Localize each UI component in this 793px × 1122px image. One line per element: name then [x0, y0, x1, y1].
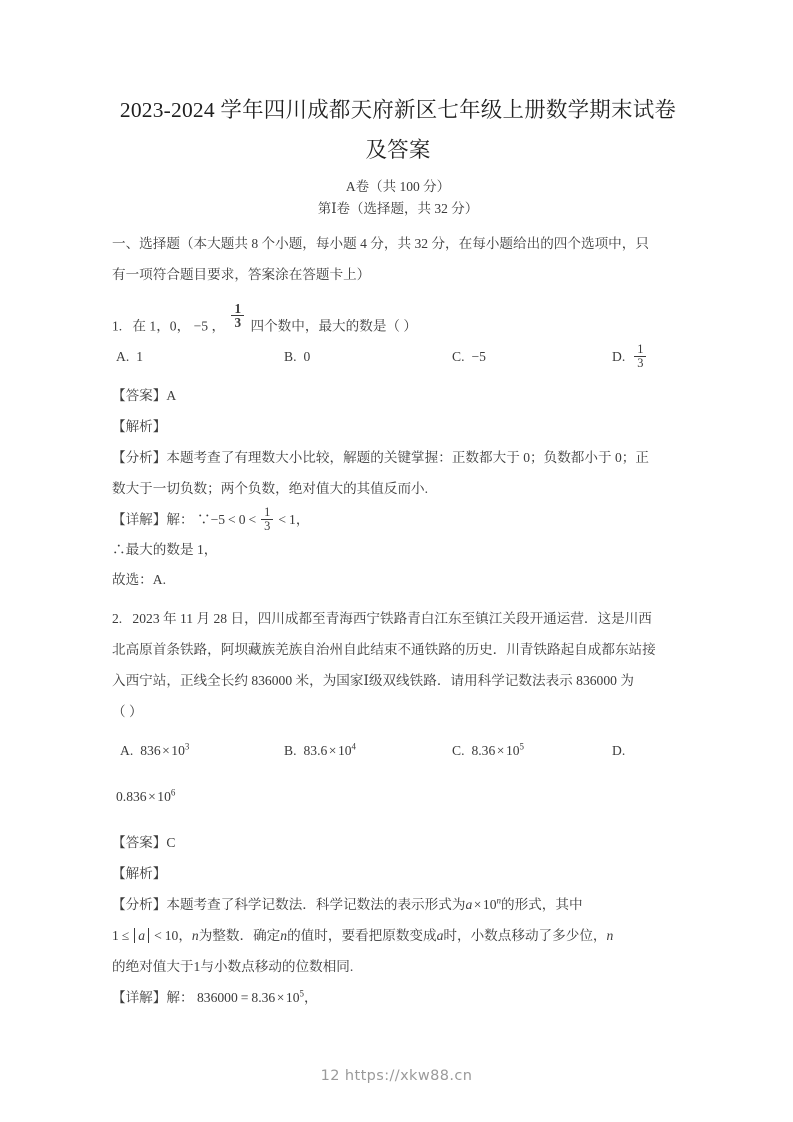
question-2-options [112, 735, 684, 766]
question-1-answer-value: A [166, 388, 177, 404]
detail-comma: ， [295, 512, 310, 528]
question-1-analysis-line-1 [112, 442, 684, 473]
question-1-option-b[interactable] [284, 341, 310, 372]
detail-left-value: 836000 [196, 990, 238, 1006]
option-base: 10 [157, 788, 171, 804]
less-than-symbol: < [228, 512, 236, 528]
analysis-text-after: 的形式，其中 [500, 897, 583, 913]
option-mantissa: 0.836 [116, 788, 147, 804]
spacer [112, 372, 684, 380]
spacer [112, 727, 684, 735]
option-mantissa: 836 [140, 743, 161, 759]
option-tag: B. [284, 349, 297, 365]
equals-symbol: = [240, 990, 249, 1006]
because-symbol: ∵ [196, 512, 211, 528]
conclusion-text: 最大的数是 1， [125, 542, 218, 558]
question-2-answer-value: C [166, 835, 176, 851]
option-base: 10 [337, 743, 352, 759]
fraction-numerator: 1 [634, 343, 646, 357]
page-title [112, 90, 684, 130]
multiply-symbol: × [496, 743, 505, 759]
question-2-stem-line-2 [112, 634, 684, 665]
question-1-fraction-one-third [231, 302, 244, 329]
question-1-stem-before: 在 1，0， [132, 318, 191, 334]
detail-comma: ， [303, 990, 318, 1006]
analysis-text-continued: 数大于一切负数；两个负数，绝对值大的其值反而小. [112, 481, 429, 497]
question-1-number: 1. [112, 318, 123, 334]
variable-n: n [280, 928, 288, 944]
question-1-analysis-line-2 [112, 473, 684, 504]
option-exponent: 4 [351, 741, 357, 752]
less-than-symbol: < [278, 512, 287, 528]
variable-n: n [191, 928, 199, 944]
option-exponent: 5 [519, 741, 525, 752]
fraction-denominator: 3 [637, 355, 644, 370]
question-2-option-d-value[interactable] [112, 780, 684, 814]
analysis-text: 为整数．确定 [198, 928, 281, 944]
detail-prefix: 解： [166, 512, 194, 528]
section-heading-multiple-choice [112, 228, 684, 259]
paper-volume-1-label: 第Ⅰ卷（选择题，共 32 分） [317, 201, 479, 216]
detail-minus-five: −5 [210, 512, 226, 528]
value-one: 1 [112, 928, 119, 944]
detail-label: 【详解】 [112, 512, 167, 528]
spacer [112, 595, 684, 603]
explanation-label: 【解析】 [112, 866, 167, 882]
analysis-text: 本题考查了科学记数法．科学记数法的表示形式为 [166, 897, 466, 913]
question-1-stem-comma: ， [211, 318, 226, 334]
question-1-stem-after: 四个数中，最大的数是（ ） [250, 318, 418, 334]
question-2-stem-text: 北高原首条铁路，阿坝藏族羌族自治州自此结束不通铁路的历史．川青铁路起自成都东站接 [112, 642, 656, 658]
question-2-stem-line-3 [112, 665, 684, 696]
option-tag: C. [452, 743, 465, 759]
option-mantissa: 83.6 [303, 743, 328, 759]
page-footer-watermark: 12 https://xkw88.cn [320, 1068, 473, 1084]
spacer [112, 220, 684, 228]
analysis-text: 时，小数点移动了多少位， [443, 928, 607, 944]
question-1-stem [112, 301, 684, 341]
analysis-text: 的值时，要看把原数变成 [287, 928, 437, 944]
question-2-answer-row [112, 827, 684, 858]
value-ten: 10 [164, 928, 179, 944]
analysis-label: 【分析】 [112, 450, 167, 466]
option-value-fraction-one-third [634, 343, 646, 369]
less-equal-symbol: ≤ [121, 928, 130, 944]
option-tag: C. [452, 349, 465, 365]
answer-label: 【答案】 [112, 388, 167, 404]
multiply-symbol: × [276, 990, 285, 1006]
analysis-label: 【分析】 [112, 897, 167, 913]
paper-section-a-label: A卷（共 100 分） [345, 179, 451, 194]
analysis-comma: ， [178, 928, 192, 944]
option-tag: B. [284, 743, 297, 759]
multiply-symbol: × [473, 897, 482, 913]
option-tag: D. [612, 349, 626, 365]
question-2-detail-line [112, 982, 684, 1013]
question-2-option-a[interactable] [120, 735, 189, 766]
option-base: 10 [171, 743, 185, 759]
option-base: 10 [505, 743, 520, 759]
detail-prefix: 解： [166, 990, 194, 1006]
base-ten: 10 [482, 897, 497, 913]
detail-one: 1 [289, 512, 296, 528]
question-2-stem-text: 2023 年 11 月 28 日，四川成都至青海西宁铁路青白江东至镇江关段开通运营．这是川西 [132, 611, 652, 627]
detail-base: 10 [285, 990, 300, 1006]
multiply-symbol: × [148, 788, 156, 804]
option-tag: A. [120, 743, 134, 759]
question-1-value-minus-five: −5 [193, 318, 209, 334]
page-title-line-2: 及答案 [365, 138, 431, 162]
option-exponent: 6 [170, 787, 176, 798]
question-1-conclusion [112, 535, 684, 565]
variable-a: a [436, 928, 444, 944]
fraction-numerator: 1 [261, 506, 273, 520]
less-than-symbol: < [248, 512, 257, 528]
question-2-number: 2. [112, 611, 123, 627]
exponent-n: n [496, 895, 501, 906]
section-heading-line-2: 有一项符合题目要求，答案涂在答题卡上） [112, 267, 371, 282]
question-2-stem-line-1 [112, 603, 684, 634]
question-2-option-c[interactable] [452, 735, 524, 766]
option-value: −5 [471, 349, 486, 365]
fraction-numerator: 1 [231, 302, 244, 316]
less-than-symbol: < [154, 928, 162, 944]
option-value: 1 [136, 349, 144, 365]
analysis-text-continued: 的绝对值大于1与小数点移动的位数相同. [112, 959, 354, 975]
question-1-option-a[interactable] [116, 341, 143, 372]
detail-label: 【详解】 [112, 990, 167, 1006]
option-mantissa: 8.36 [471, 743, 496, 759]
question-1-answer-row [112, 380, 684, 411]
spacer [112, 290, 684, 304]
option-tag: D. [612, 743, 626, 759]
analysis-text: 本题考查了有理数大小比较，解题的关键掌握：正数都大于 0；负数都小于 0；正 [166, 450, 649, 466]
document-content [112, 90, 684, 1013]
therefore-symbol: ∴ [112, 542, 126, 558]
absolute-value-a: a [134, 928, 149, 943]
question-2-option-d-tag[interactable] [612, 735, 632, 766]
multiply-symbol: × [328, 743, 337, 759]
variable-n: n [606, 928, 614, 944]
fraction-denominator: 3 [234, 315, 242, 331]
option-tag: A. [116, 349, 130, 365]
question-2-answer-blank: （ ） [112, 704, 143, 720]
question-1-option-c[interactable] [452, 341, 486, 372]
question-1-choose [112, 565, 684, 595]
answer-label: 【答案】 [112, 835, 167, 851]
question-1-option-d[interactable] [612, 341, 648, 372]
detail-zero: 0 [238, 512, 246, 528]
question-1-options [112, 341, 684, 372]
choose-text: 故选：A. [112, 572, 166, 588]
detail-mantissa: 8.36 [251, 990, 276, 1006]
fraction-denominator: 3 [264, 518, 271, 533]
question-1-detail-line [112, 504, 684, 535]
detail-exponent: 5 [299, 988, 304, 999]
detail-fraction-one-third [261, 506, 273, 532]
question-2-explanation-label [112, 858, 684, 889]
question-2-option-b[interactable] [284, 735, 356, 766]
question-2-analysis-line-3 [112, 951, 684, 982]
option-exponent: 3 [184, 741, 190, 752]
section-heading-line-1: 一、选择题（本大题共 8 个小题，每小题 4 分，共 32 分，在每小题给出的四个选项中，只 [112, 236, 649, 251]
explanation-label: 【解析】 [112, 419, 167, 435]
question-1-explanation-label [112, 411, 684, 442]
question-2-stem-line-4 [112, 696, 684, 727]
section-heading-continued [112, 259, 684, 290]
question-2-stem-text: 入西宁站，正线全长约 836000 米，为国家Ⅰ级双线铁路．请用科学记数法表示 836000 为 [112, 673, 634, 689]
page-title-continued [112, 130, 684, 170]
question-2-analysis-line-2 [112, 920, 684, 951]
page-title-line-1: 2023-2024 学年四川成都天府新区七年级上册数学期末试卷 [119, 98, 677, 122]
option-value: 0 [303, 349, 311, 365]
variable-a: a [465, 897, 473, 913]
multiply-symbol: × [162, 743, 170, 759]
question-2-analysis-line-1 [112, 889, 684, 920]
